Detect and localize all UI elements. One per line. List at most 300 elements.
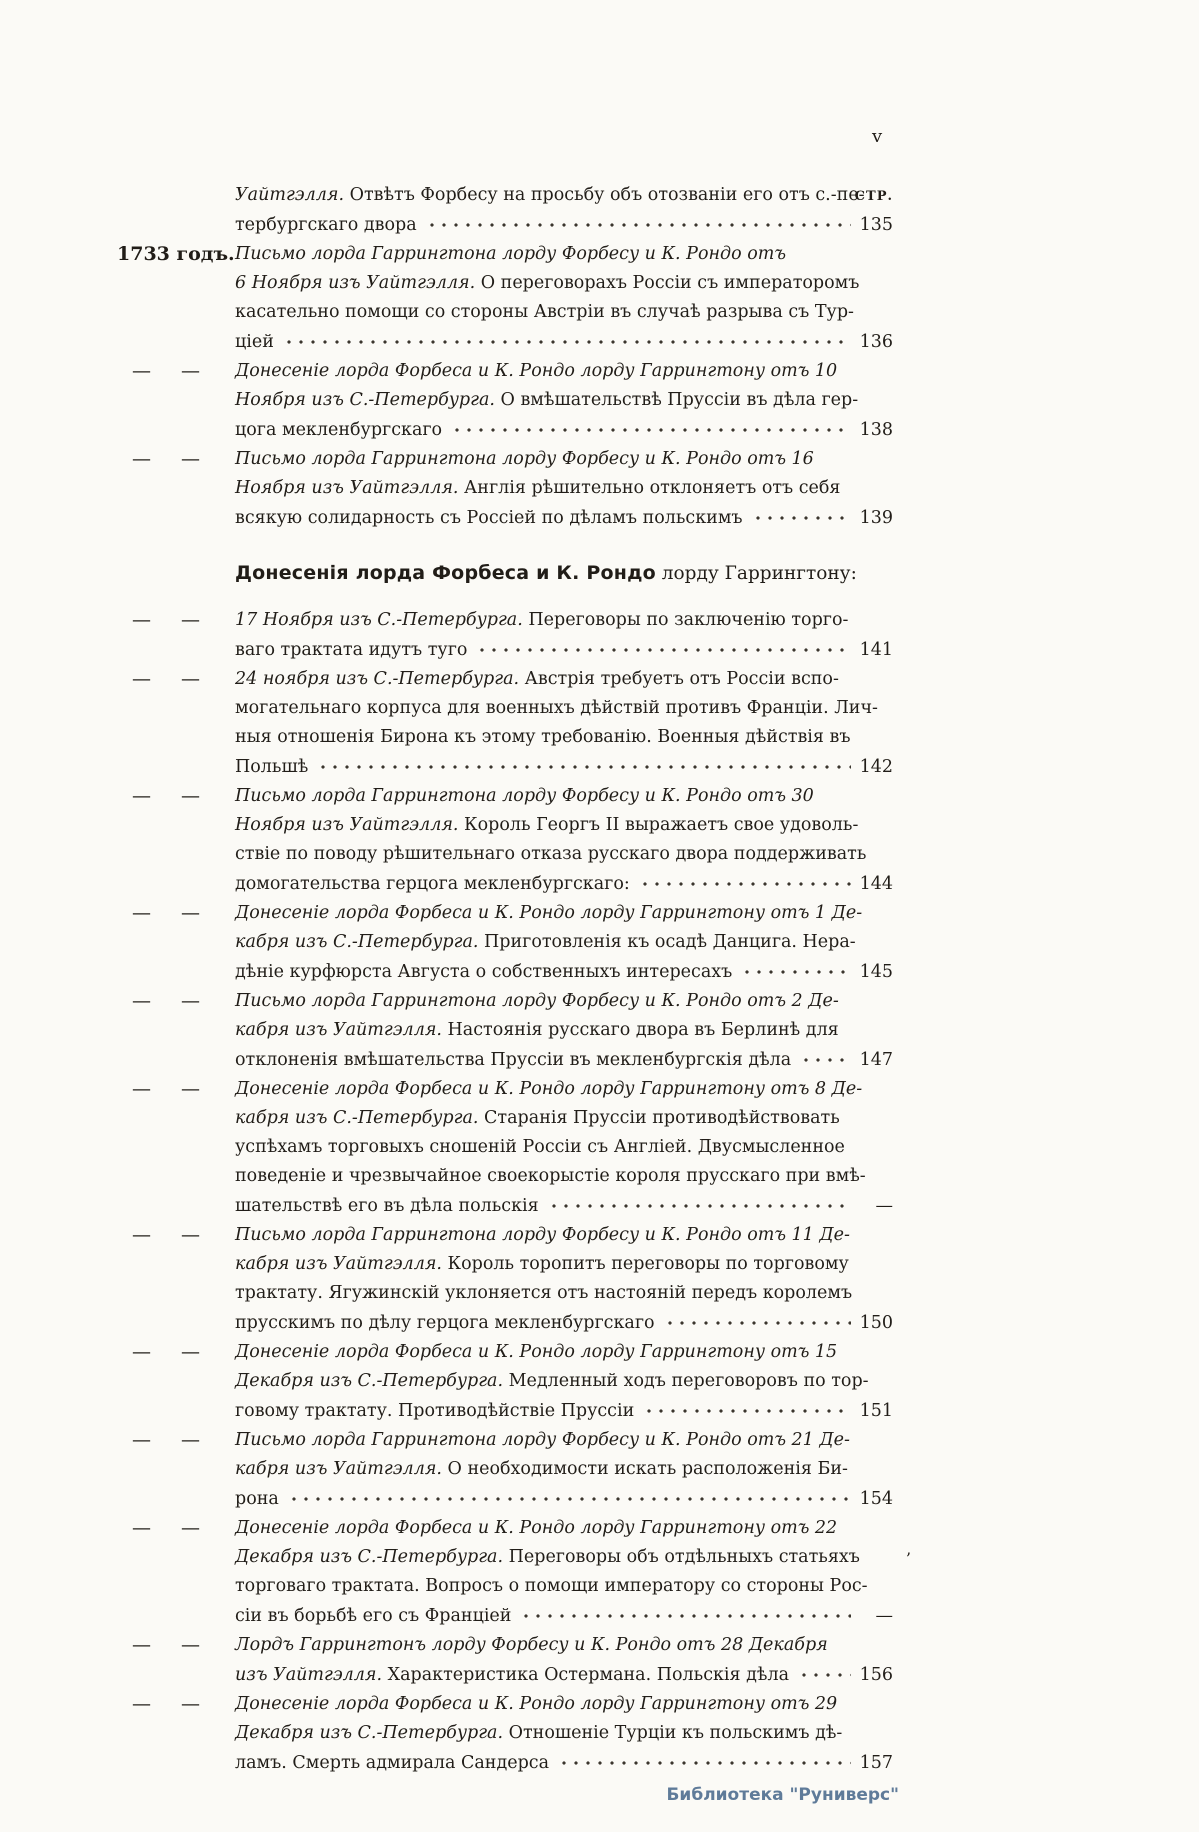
dot-leader <box>558 1748 851 1768</box>
entry-title-segment: кабря изъ С.-Петербурга. <box>235 1108 479 1128</box>
margin-gutter <box>0 445 235 533</box>
section-header-regular: лорду Гаррингтону: <box>655 563 857 584</box>
ditto-marks <box>132 665 200 694</box>
entry-text <box>235 1075 893 1221</box>
ditto-dash: — <box>181 902 200 924</box>
entry-desc-segment: О переговорахъ Россіи съ императоромъ <box>475 273 860 293</box>
entry-line-text <box>235 727 851 747</box>
entry-line <box>235 181 893 210</box>
entry-line-text <box>235 1635 828 1655</box>
entry-line-text <box>235 1459 848 1479</box>
ditto-dash: — <box>132 1078 151 1100</box>
entry-line-text <box>235 1576 868 1596</box>
ditto-marks <box>132 899 200 928</box>
ditto-marks <box>132 1221 200 1250</box>
entry-line <box>235 1338 893 1367</box>
entry-line-text <box>235 449 814 469</box>
entry-line <box>235 1719 893 1748</box>
margin-gutter <box>0 181 235 240</box>
entry-line-text <box>235 903 862 923</box>
toc-entry <box>0 1631 1199 1690</box>
entry-title-segment: кабря изъ Уайтгэлля. <box>235 1254 442 1274</box>
entry-line-text <box>235 1108 840 1128</box>
dot-leader <box>741 957 851 977</box>
entry-line-text <box>235 815 858 835</box>
entry-line-text <box>235 361 837 381</box>
page-number: 142 <box>859 757 893 777</box>
entry-desc-segment: Приготовленія къ осадѣ Данцига. Нера- <box>478 932 856 952</box>
dot-leader <box>798 1660 851 1680</box>
page-number: 145 <box>859 962 893 982</box>
entry-line-text <box>235 610 848 630</box>
entry-line <box>235 1016 893 1045</box>
entry-line-text <box>235 328 274 357</box>
entry-desc-segment: Старанія Пруссіи противодѣйствовать <box>478 1108 840 1128</box>
entry-title-segment: Письмо лорда Гаррингтона лорду Форбесу и К. Рондо отъ 16 <box>235 449 814 469</box>
entry-desc-segment: торговаго трактата. Вопросъ о помощи императору со стороны Рос- <box>235 1576 868 1596</box>
ditto-dash: — <box>132 902 151 924</box>
entry-desc-segment: Польшѣ <box>235 757 309 777</box>
entry-desc-segment: Переговоры объ отдѣльныхъ статьяхъ <box>503 1547 860 1567</box>
entry-text <box>235 181 893 240</box>
entry-line-text <box>235 1518 837 1538</box>
entry-title-segment: изъ Уайтгэлля. <box>235 1665 383 1685</box>
margin-gutter <box>0 1426 235 1514</box>
margin-gutter <box>0 665 235 782</box>
margin-gutter <box>0 1631 235 1690</box>
entry-desc-segment: успѣхамъ торговыхъ сношеній Россіи съ Англіей. Двусмысленное <box>235 1137 845 1157</box>
ditto-dash: — <box>181 609 200 631</box>
entry-line-text <box>235 1283 852 1303</box>
entry-title-segment: Письмо лорда Гаррингтона лорду Форбесу и К. Рондо отъ <box>235 244 786 264</box>
entry-text <box>235 1426 893 1514</box>
toc-entry <box>0 1221 1199 1338</box>
page-number: — <box>875 1606 893 1626</box>
entry-line <box>235 1543 911 1572</box>
entry-line-text <box>235 1342 837 1362</box>
entry-line <box>235 1075 893 1104</box>
entry-desc-segment: всякую солидарность съ Россіей по дѣламъ польскимъ <box>235 508 743 528</box>
margin-gutter <box>0 357 235 445</box>
page-number: 139 <box>859 508 893 528</box>
entry-title-segment: Донесеніе лорда Форбеса и К. Рондо лорду Гаррингтону отъ 8 Де- <box>235 1079 863 1099</box>
entry-line-text <box>235 844 866 864</box>
ditto-dash: — <box>181 1517 200 1539</box>
page-number: 141 <box>859 640 893 660</box>
year-label: 1733 годъ. <box>117 243 235 265</box>
entry-title-segment: Письмо лорда Гаррингтона лорду Форбесу и К. Рондо отъ 21 Де- <box>235 1430 850 1450</box>
dot-leader <box>426 210 851 230</box>
entry-desc-segment: ціей <box>235 332 274 352</box>
ditto-marks <box>132 606 200 635</box>
toc-entry <box>0 987 1199 1075</box>
entry-desc-segment: поведеніе и чрезвычайное своекорыстіе короля прусскаго при вмѣ- <box>235 1166 866 1186</box>
entry-line <box>235 665 893 694</box>
entry-text <box>235 1631 893 1690</box>
entry-desc-segment: ствіе по поводу рѣшительнаго отказа русскаго двора поддерживать <box>235 844 867 864</box>
page-number: 151 <box>859 1401 893 1421</box>
entry-text <box>235 606 893 665</box>
toc-entry <box>0 1690 1199 1778</box>
entry-line <box>235 269 893 298</box>
entry-line <box>235 1162 893 1191</box>
entry-title-segment: Уайтгэлля. <box>235 185 345 205</box>
entry-text <box>235 1221 893 1338</box>
entry-line-text <box>235 1723 842 1743</box>
ditto-marks <box>132 445 200 474</box>
entry-title-segment: 17 Ноября изъ С.-Петербурга. <box>235 610 523 630</box>
entry-line <box>235 1308 893 1338</box>
toc-entry <box>0 357 1199 445</box>
entry-title-segment: Ноября изъ Уайтгэлля. <box>235 478 459 498</box>
entry-line-text <box>235 1137 845 1157</box>
entry-line <box>235 752 893 782</box>
entry-line-text <box>235 390 858 410</box>
page-number: 156 <box>859 1665 893 1685</box>
entry-line <box>235 298 893 327</box>
entry-line <box>235 445 893 474</box>
ditto-marks <box>132 1338 200 1367</box>
entry-title-segment: Письмо лорда Гаррингтона лорду Форбесу и К. Рондо отъ 30 <box>235 786 814 806</box>
entry-title-segment: Донесеніе лорда Форбеса и К. Рондо лорду Гаррингтону отъ 15 <box>235 1342 838 1362</box>
margin-gutter <box>0 1221 235 1338</box>
entry-line-text <box>235 1430 850 1450</box>
entry-line <box>235 811 893 840</box>
margin-gutter <box>0 1690 235 1778</box>
entry-title-segment: Донесеніе лорда Форбеса и К. Рондо лорду Гаррингтону отъ 29 <box>235 1694 838 1714</box>
page-number: 144 <box>859 874 893 894</box>
entry-line <box>235 210 893 240</box>
ditto-dash: — <box>181 1693 200 1715</box>
entry-line <box>235 1690 893 1719</box>
ditto-dash: — <box>132 1341 151 1363</box>
toc-entry <box>0 782 1199 899</box>
entry-line-text <box>235 1547 860 1567</box>
ditto-dash: — <box>132 990 151 1012</box>
toc-entry <box>0 181 1199 240</box>
entry-line-text <box>235 302 854 322</box>
entry-line <box>235 1631 893 1660</box>
entry-line <box>235 782 893 811</box>
ditto-dash: — <box>132 1224 151 1246</box>
entry-line-text <box>235 1397 634 1426</box>
entry-line <box>235 957 893 987</box>
entry-line-text <box>235 1192 539 1221</box>
entry-desc-segment: Король торопитъ переговоры по торговому <box>441 1254 849 1274</box>
entry-line <box>235 1191 893 1221</box>
entry-line-text <box>235 185 865 205</box>
entry-desc-segment: цога мекленбургскаго <box>235 420 443 440</box>
entry-line <box>235 1514 893 1543</box>
dot-leader <box>664 1308 851 1328</box>
entry-desc-segment: касательно помощи со стороны Австріи въ случаѣ разрыва съ Тур- <box>235 302 854 322</box>
entry-line-text <box>235 504 743 533</box>
entry-line-text <box>235 244 786 264</box>
entry-line-text <box>235 1661 789 1690</box>
entry-line <box>235 987 893 1016</box>
library-watermark: Библиотека "Руниверс" <box>666 1785 899 1805</box>
entry-text <box>235 357 893 445</box>
ditto-dash: — <box>132 1429 151 1451</box>
entry-line <box>235 1104 893 1133</box>
dot-leader <box>752 503 851 523</box>
entry-line <box>235 928 893 957</box>
entry-line <box>235 1045 893 1075</box>
entry-title-segment: кабря изъ С.-Петербурга. <box>235 932 479 952</box>
entry-desc-segment: Король Георгъ II выражаетъ свое удоволь- <box>458 815 859 835</box>
entry-desc-segment: Переговоры по заключенію торго- <box>522 610 849 630</box>
dot-leader <box>317 752 851 772</box>
margin-gutter <box>0 899 235 987</box>
ditto-dash: — <box>181 448 200 470</box>
ditto-dash: — <box>181 668 200 690</box>
entry-line-text <box>235 1602 511 1631</box>
ditto-marks <box>132 1631 200 1660</box>
entry-line-text <box>235 1079 862 1099</box>
toc-list <box>0 181 1199 1778</box>
dot-leader <box>476 635 851 655</box>
entry-desc-segment: ваго трактата идутъ туго <box>235 640 468 660</box>
dot-leader <box>283 327 851 347</box>
entry-desc-segment: домогательства герцога мекленбургскаго: <box>235 874 630 894</box>
margin-gutter <box>0 1075 235 1221</box>
ditto-dash: — <box>132 1517 151 1539</box>
page-number: — <box>875 1196 893 1216</box>
ditto-dash: — <box>181 990 200 1012</box>
entry-title-segment: Письмо лорда Гаррингтона лорду Форбесу и К. Рондо отъ 11 Де- <box>235 1225 850 1245</box>
entry-text <box>235 240 893 357</box>
entry-text <box>235 1338 893 1426</box>
entry-line-text <box>235 1309 655 1338</box>
entry-desc-segment: сіи въ борьбѣ его съ Франціей <box>235 1606 512 1626</box>
ditto-dash: — <box>132 1634 151 1656</box>
entry-line <box>235 1133 893 1162</box>
entry-text <box>235 782 893 899</box>
ditto-marks <box>132 1426 200 1455</box>
ditto-dash: — <box>181 1634 200 1656</box>
entry-title-segment: Донесеніе лорда Форбеса и К. Рондо лорду Гаррингтону отъ 1 Де- <box>235 903 863 923</box>
entry-desc-segment: О необходимости искать расположенія Би- <box>441 1459 848 1479</box>
dot-leader <box>548 1191 851 1211</box>
entry-line-text <box>235 1694 837 1714</box>
entry-title-segment: Декабря изъ С.-Петербурга. <box>235 1723 504 1743</box>
dot-leader <box>643 1396 851 1416</box>
entry-text <box>235 1690 893 1778</box>
ditto-marks <box>132 1075 200 1104</box>
entry-title-segment: Письмо лорда Гаррингтона лорду Форбесу и К. Рондо отъ 2 Де- <box>235 991 839 1011</box>
dot-leader <box>451 415 851 435</box>
margin-gutter <box>0 782 235 899</box>
entry-desc-segment: Отвѣтъ Форбесу на просьбу объ отозваніи его отъ с.-пе- <box>344 185 865 205</box>
entry-desc-segment: Характеристика Остермана. Польскія дѣла <box>382 1665 790 1685</box>
entry-line-text <box>235 211 417 240</box>
entry-desc-segment: О вмѣшательствѣ Пруссіи въ дѣла гер- <box>494 390 859 410</box>
entry-desc-segment: ныя отношенія Бирона къ этому требованію. Военныя дѣйствія въ <box>235 727 851 747</box>
entry-title-segment: Декабря изъ С.-Петербурга. <box>235 1547 504 1567</box>
page-column-header: СТР. <box>854 189 893 204</box>
stray-mark: ’ <box>905 1549 911 1568</box>
entry-line-text <box>235 991 839 1011</box>
entry-text <box>235 1514 911 1631</box>
toc-entry <box>0 1338 1199 1426</box>
entry-line <box>235 240 893 269</box>
page-number: 147 <box>859 1050 893 1070</box>
entry-line-text <box>235 1485 279 1514</box>
ditto-dash: — <box>181 360 200 382</box>
entry-line <box>235 415 893 445</box>
entry-line <box>235 1426 893 1455</box>
entry-line <box>235 357 893 386</box>
entry-line-text <box>235 870 630 899</box>
dot-leader <box>639 869 851 889</box>
ditto-dash: — <box>181 1078 200 1100</box>
entry-text <box>235 445 893 533</box>
ditto-dash: — <box>132 785 151 807</box>
entry-desc-segment: Настоянія русскаго двора въ Берлинѣ для <box>441 1020 839 1040</box>
page-number: 157 <box>859 1753 893 1773</box>
entry-line <box>235 1455 893 1484</box>
entry-line-text <box>235 669 839 689</box>
ditto-dash: — <box>132 609 151 631</box>
entry-line <box>235 606 893 635</box>
entry-line <box>235 474 893 503</box>
entry-line-text <box>235 1046 791 1075</box>
entry-line <box>235 386 893 415</box>
ditto-marks <box>132 357 200 386</box>
page-number: 154 <box>859 1489 893 1509</box>
page-number: 136 <box>859 332 893 352</box>
entry-title-segment: Ноября изъ С.-Петербурга. <box>235 390 495 410</box>
entry-desc-segment: рона <box>235 1489 279 1509</box>
entry-desc-segment: прусскимъ по дѣлу герцога мекленбургскаго <box>235 1313 655 1333</box>
entry-line <box>235 1572 893 1601</box>
entry-line <box>235 635 893 665</box>
entry-desc-segment: трактату. Ягужинскій уклоняется отъ настояній передъ королемъ <box>235 1283 853 1303</box>
entry-line <box>235 1660 893 1690</box>
dot-leader <box>520 1601 851 1621</box>
entry-title-segment: 6 Ноября изъ Уайтгэлля. <box>235 273 476 293</box>
ditto-dash: — <box>181 1341 200 1363</box>
entry-title-segment: Лордъ Гаррингтонъ лорду Форбесу и К. Рондо отъ 28 Декабря <box>235 1635 828 1655</box>
toc-entry <box>0 445 1199 533</box>
entry-title-segment: Донесеніе лорда Форбеса и К. Рондо лорду Гаррингтону отъ 10 <box>235 361 838 381</box>
page-number: 138 <box>859 420 893 440</box>
entry-line <box>235 1367 893 1396</box>
margin-gutter <box>0 987 235 1075</box>
entry-line-text <box>235 786 814 806</box>
section-header-bold: Донесенія лорда Форбеса и К. Рондо <box>235 562 656 584</box>
ditto-dash: — <box>132 1693 151 1715</box>
entry-desc-segment: отклоненія вмѣшательства Пруссіи въ мекленбургскія дѣла <box>235 1050 792 1070</box>
entry-line <box>235 1279 893 1308</box>
toc-entry <box>0 1426 1199 1514</box>
entry-line-text <box>235 753 308 782</box>
margin-gutter <box>0 240 235 357</box>
entry-desc-segment: Отношеніе Турціи къ польскимъ дѣ- <box>503 1723 843 1743</box>
entry-line <box>235 840 893 869</box>
entry-title-segment: кабря изъ Уайтгэлля. <box>235 1020 442 1040</box>
entry-line <box>235 1396 893 1426</box>
entry-title-segment: 24 ноября изъ С.-Петербурга. <box>235 669 520 689</box>
ditto-marks <box>132 1690 200 1719</box>
entry-line-text <box>235 1166 866 1186</box>
entry-text <box>235 899 893 987</box>
entry-line <box>235 1221 893 1250</box>
ditto-dash: — <box>132 448 151 470</box>
entry-line <box>235 327 893 357</box>
entry-desc-segment: Австрія требуетъ отъ Россіи вспо- <box>519 669 839 689</box>
entry-desc-segment: могательнаго корпуса для военныхъ дѣйствій противъ Франціи. Лич- <box>235 698 878 718</box>
ditto-marks <box>132 987 200 1016</box>
entry-line <box>235 1601 893 1631</box>
toc-entry <box>0 665 1199 782</box>
entry-line <box>235 723 893 752</box>
entry-line <box>235 899 893 928</box>
ditto-dash: — <box>132 668 151 690</box>
entry-line-text <box>235 1254 849 1274</box>
ditto-marks <box>132 782 200 811</box>
margin-gutter <box>0 1338 235 1426</box>
toc-entry <box>0 1075 1199 1221</box>
entry-desc-segment: дѣніе курфюрста Августа о собственныхъ интересахъ <box>235 962 733 982</box>
entry-line <box>235 1484 893 1514</box>
entry-title-segment: Ноября изъ Уайтгэлля. <box>235 815 459 835</box>
dot-leader <box>800 1045 851 1065</box>
entry-desc-segment: Англія рѣшительно отклоняетъ отъ себя <box>458 478 841 498</box>
entry-desc-segment: ламъ. Смерть адмирала Сандерса <box>235 1753 550 1773</box>
page-number: 135 <box>859 215 893 235</box>
entry-line <box>235 503 893 533</box>
entry-line <box>235 1748 893 1778</box>
entry-title-segment: кабря изъ Уайтгэлля. <box>235 1459 442 1479</box>
entry-line <box>235 869 893 899</box>
entry-line-text <box>235 1225 850 1245</box>
section-header <box>235 559 1199 588</box>
toc-entry <box>0 899 1199 987</box>
entry-line-text <box>235 958 732 987</box>
margin-gutter <box>0 1514 235 1631</box>
toc-entry <box>0 1514 1199 1631</box>
ditto-dash: — <box>181 1429 200 1451</box>
entry-line-text <box>235 636 467 665</box>
toc-entry <box>0 240 1199 357</box>
entry-title-segment: Донесеніе лорда Форбеса и К. Рондо лорду Гаррингтону отъ 22 <box>235 1518 838 1538</box>
ditto-dash: — <box>181 785 200 807</box>
entry-text <box>235 665 893 782</box>
ditto-marks <box>132 1514 200 1543</box>
entry-line-text <box>235 1749 549 1778</box>
ditto-dash: — <box>181 1224 200 1246</box>
entry-line-text <box>235 273 859 293</box>
toc-entry <box>0 606 1199 665</box>
entry-desc-segment: тербургскаго двора <box>235 215 417 235</box>
dot-leader <box>288 1484 851 1504</box>
entry-line-text <box>235 1371 869 1391</box>
page-number: 150 <box>859 1313 893 1333</box>
page-folio: v <box>872 126 883 147</box>
entry-line <box>235 694 893 723</box>
entry-desc-segment: Медленный ходъ переговоровъ по тор- <box>503 1371 869 1391</box>
entry-title-segment: Декабря изъ С.-Петербурга. <box>235 1371 504 1391</box>
entry-desc-segment: говому трактату. Противодѣйствіе Пруссіи <box>235 1401 635 1421</box>
entry-desc-segment: шательствѣ его въ дѣла польскія <box>235 1196 539 1216</box>
entry-line-text <box>235 932 856 952</box>
entry-line <box>235 1250 893 1279</box>
ditto-dash: — <box>132 360 151 382</box>
margin-gutter <box>0 606 235 665</box>
entry-line-text <box>235 1020 839 1040</box>
entry-line-text <box>235 698 878 718</box>
